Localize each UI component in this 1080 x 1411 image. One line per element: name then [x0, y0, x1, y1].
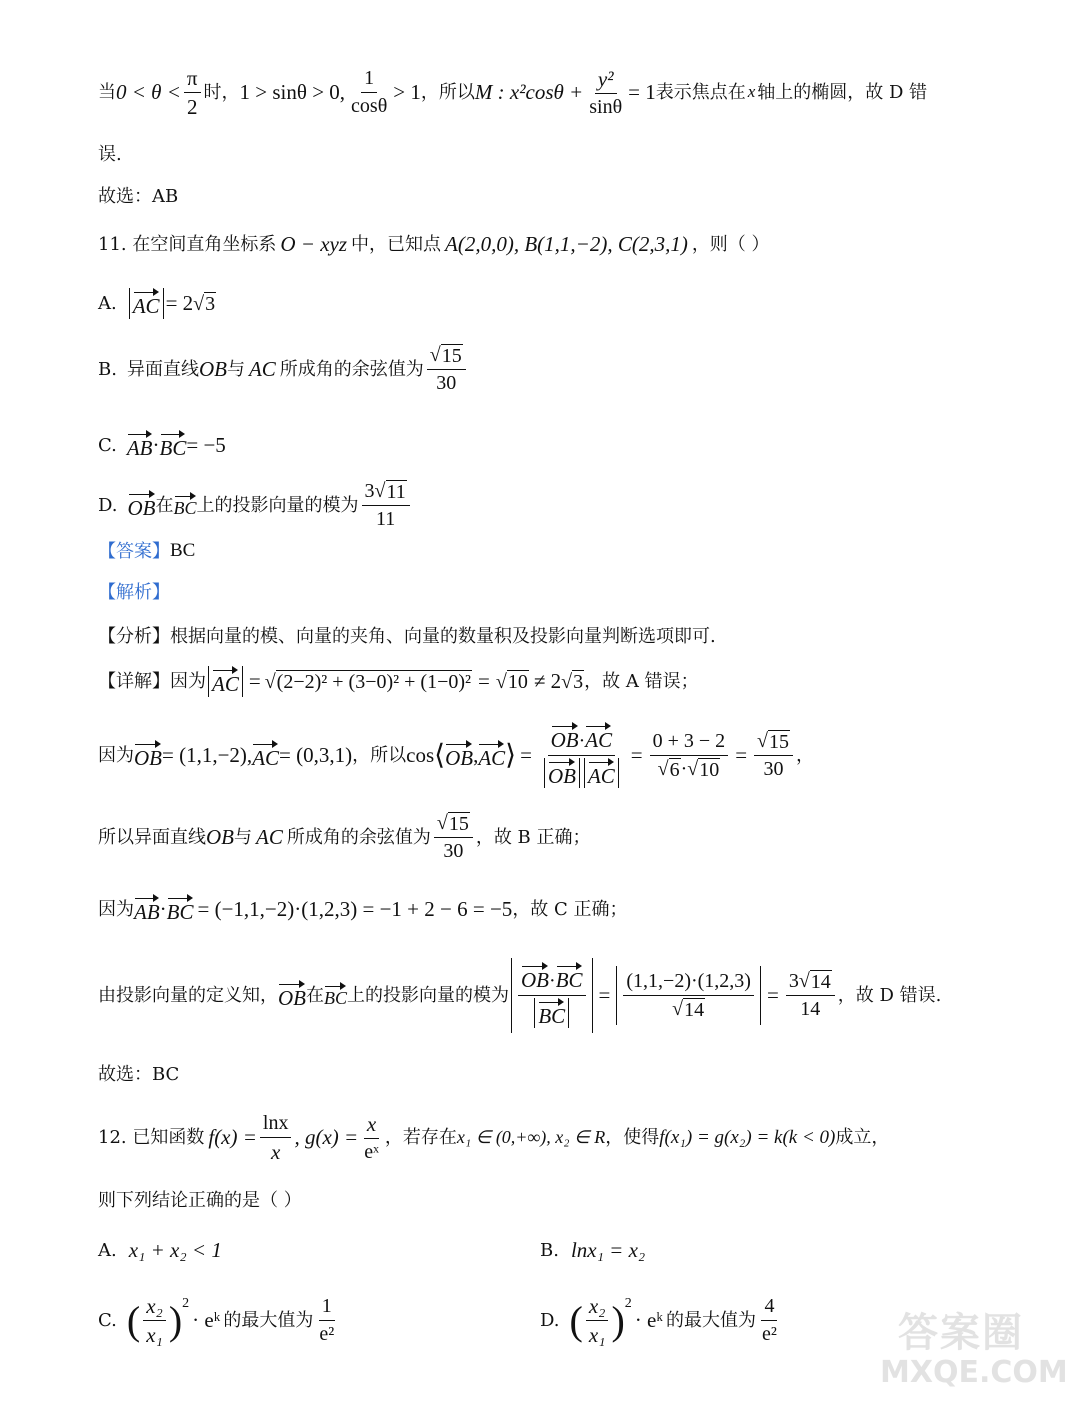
radicand: 15	[769, 731, 790, 753]
math: cos	[406, 742, 435, 767]
math: OB	[206, 824, 234, 849]
fraction: 3√ 14 14	[786, 970, 835, 1021]
text: 当	[98, 81, 116, 103]
sqrt: √ 3	[561, 670, 584, 693]
analysis-tag-line	[98, 582, 170, 604]
frac-den: 11	[376, 508, 396, 530]
xiangjie-line-3	[98, 812, 591, 863]
text: 上的投影向量的模为	[196, 494, 359, 516]
vector-bc: BC	[160, 430, 187, 461]
frac-den: eˣ	[364, 1141, 379, 1164]
frac-den: 30	[436, 372, 457, 394]
text: 【分析】根据向量的模、向量的夹角、向量的数量积及投影向量判断选项即可.	[98, 626, 716, 647]
fraction-pi-over-2	[184, 66, 201, 119]
vector-ob: OB	[521, 962, 549, 992]
abs-value	[208, 666, 243, 697]
math: = 2	[165, 291, 194, 315]
math: ·	[159, 897, 167, 921]
math: 0 < θ <	[116, 80, 181, 105]
q11-option-d	[98, 480, 413, 531]
text: 所成角的余弦值为	[279, 358, 424, 380]
text: 由投影向量的定义知，	[98, 984, 278, 1006]
frac-num: x₂	[586, 1294, 609, 1321]
fraction: √ 15 30	[427, 344, 466, 395]
text: 成立，	[835, 1127, 890, 1149]
math: f(x) =	[208, 1125, 257, 1150]
vector-ab: AB	[134, 894, 160, 925]
text: ，使得	[605, 1127, 660, 1149]
q11-stem	[98, 232, 770, 257]
math: 1 > sinθ > 0,	[239, 80, 346, 105]
math: x₁ + x₂ < 1	[128, 1238, 222, 1262]
math: x	[747, 82, 756, 102]
option-label: A.	[98, 292, 117, 314]
sqrt: √ (2−2)² + (3−0)² + (1−0)²	[264, 670, 472, 693]
answer-tag: 【答案】	[98, 540, 170, 562]
vector-ac: AC	[478, 740, 505, 771]
frac-num: π	[184, 66, 201, 93]
text: 与	[226, 358, 245, 380]
text: ，所以	[352, 744, 407, 766]
math: =	[630, 742, 643, 767]
vector-ob: OB	[278, 980, 306, 1011]
math: lnx₁ = x₂	[570, 1238, 646, 1262]
math: = −5	[186, 433, 226, 457]
math: · eᵏ	[634, 1308, 663, 1333]
q12-option-b	[540, 1238, 645, 1263]
option-label: C.	[98, 434, 117, 456]
watermark-bottom-text: MXQE.COM	[880, 1355, 1068, 1390]
vector-bc: BC	[167, 894, 194, 925]
fraction-1-over-cos	[348, 67, 390, 118]
frac-den: cosθ	[351, 95, 388, 118]
text: ，若存在	[384, 1127, 457, 1149]
q12-option-d: D. ( $\frac{\text{x₂}}{\text{x₁}}$ ) 2 · eᵏ 的最大值为 $\frac{4}{\text{e²}}$	[540, 1294, 783, 1347]
radicand: 11	[386, 481, 406, 503]
text: 11. 在空间直角坐标系	[98, 233, 277, 255]
text: 【详解】因为	[98, 670, 206, 692]
text: ，	[796, 744, 815, 766]
text: 的最大值为	[223, 1309, 314, 1331]
math: f(x₁) = g(x₂) = k(k < 0)	[659, 1126, 836, 1148]
vector-bc: BC	[538, 998, 565, 1028]
radicand: 3	[205, 292, 216, 315]
vector-ac: AC	[252, 740, 279, 771]
math: ⟩	[505, 739, 517, 771]
abs-value	[129, 288, 164, 319]
analysis-tag: 【解析】	[98, 582, 170, 603]
text: 因为	[98, 898, 134, 920]
math: > 1	[393, 80, 421, 105]
frac-den: x	[271, 1140, 281, 1164]
math: = (0,3,1)	[279, 742, 353, 767]
math: x₁ ∈ (0,+∞), x₂ ∈ R	[456, 1127, 606, 1148]
q12-option-a	[98, 1238, 222, 1263]
math: ·	[549, 970, 556, 992]
math: =	[766, 982, 779, 1007]
radicand: 15	[441, 345, 462, 367]
fraction: √ 15 30	[434, 812, 473, 863]
math: A(2,0,0), B(1,1,−2), C(2,3,1)	[445, 232, 688, 256]
frac-num: 4	[761, 1295, 777, 1321]
frac-den: x₁	[146, 1323, 163, 1348]
fraction	[518, 962, 586, 1029]
q12-stem	[98, 1112, 889, 1164]
math: ⟨	[434, 739, 446, 771]
solution-line-1	[98, 66, 927, 119]
vector-ob: OB	[551, 722, 579, 752]
math: = 1	[628, 80, 656, 105]
text: 上的投影向量的模为	[347, 984, 510, 1006]
vector-bc: BC	[174, 492, 197, 520]
math: ·	[680, 758, 688, 780]
vector-bc: BC	[324, 982, 347, 1010]
q11-option-c	[98, 430, 226, 461]
math: OB	[198, 356, 227, 381]
frac-num: 1	[319, 1295, 335, 1321]
math: ≠ 2	[533, 669, 562, 693]
frac-num: x₂	[143, 1294, 166, 1321]
option-label: A.	[98, 1239, 117, 1261]
frac-num: y²	[595, 67, 617, 94]
radicand: 14	[810, 971, 831, 993]
vector-ob: OB	[134, 740, 162, 771]
text: 故选：BC	[98, 1064, 180, 1085]
frac-num: 0 + 3 − 2	[650, 730, 729, 756]
math: O − xyz	[280, 232, 348, 256]
frac-num: (1,1,−2)·(1,2,3)	[623, 970, 754, 996]
math: =	[520, 742, 532, 767]
radicand: 6	[669, 759, 680, 781]
frac-den: 14	[800, 998, 821, 1020]
text: 的最大值为	[666, 1309, 756, 1331]
text: 时，	[203, 81, 240, 103]
frac-num: lnx	[260, 1112, 292, 1138]
text: 在	[155, 494, 174, 516]
vector-ac: AC	[588, 758, 615, 788]
radicand: 3	[573, 670, 584, 693]
watermark-logo	[874, 1301, 1068, 1393]
option-label: B.	[98, 358, 117, 380]
xiangjie-line-2	[98, 722, 814, 789]
text: 中，已知点	[351, 233, 442, 255]
xiangjie-line-1	[98, 666, 699, 697]
fenxi-line	[98, 626, 716, 648]
fraction: √ 15 30	[754, 730, 793, 781]
vector-ac: AC	[212, 666, 239, 697]
frac-num: 3	[788, 970, 799, 992]
math: =	[735, 742, 748, 767]
answer-value: BC	[170, 540, 196, 561]
fraction: 3√ 11 11	[362, 480, 410, 531]
vector-ac: AC	[585, 722, 612, 752]
choose-bc	[98, 1064, 179, 1086]
abs-value	[511, 958, 593, 1033]
text: ，故 D 错误.	[837, 984, 942, 1006]
text: 轴上的椭圆，故 D 错	[757, 81, 928, 103]
text: 在	[306, 984, 324, 1006]
answer-line	[98, 540, 195, 563]
text: 12. 已知函数	[98, 1127, 205, 1149]
text: 异面直线	[126, 358, 199, 380]
choose-ab	[98, 186, 178, 208]
math: =	[478, 669, 490, 693]
q12-stem-line2	[98, 1190, 302, 1212]
text: 与	[234, 826, 252, 848]
math: M : x²cosθ +	[474, 80, 584, 105]
fraction	[759, 1295, 780, 1346]
text: ，故 A 错误；	[584, 670, 699, 692]
frac-num: 1	[361, 67, 377, 93]
radicand: (2−2)² + (3−0)² + (1−0)²	[276, 670, 472, 693]
frac-num: 3	[364, 480, 375, 502]
xiangjie-line-4	[98, 894, 628, 925]
xiangjie-line-5	[98, 958, 941, 1033]
vector-ab: AB	[127, 430, 153, 461]
vector-ob: OB	[548, 758, 576, 788]
vector-ob: OB	[445, 740, 473, 771]
fraction: 0 + 3 − 2 √ 6 ·√ 10	[650, 730, 729, 781]
vector-bc: BC	[556, 962, 583, 992]
frac-den: 2	[186, 95, 198, 120]
exponent: 2	[624, 1296, 632, 1311]
solution-line-2	[98, 144, 122, 166]
text: ，故 B 正确；	[475, 826, 591, 848]
math: AC	[248, 356, 276, 381]
math: ·	[152, 433, 160, 457]
q11-option-a	[98, 288, 216, 319]
q12-option-c: C. ( $\frac{\text{x₂}}{\text{x₁}}$ ) 2 · eᵏ 的最大值为 $\frac{1}{\text{e²}}$	[98, 1294, 340, 1347]
frac-den: x₁	[588, 1323, 606, 1348]
radicand: 15	[448, 813, 469, 835]
radicand: 14	[684, 999, 705, 1021]
math: AC	[256, 824, 283, 849]
text: 所以异面直线	[98, 826, 206, 848]
q11-option-b	[98, 344, 469, 395]
fraction-cos-def	[539, 722, 624, 789]
text: 表示焦点在	[655, 81, 746, 103]
math: =	[598, 982, 611, 1007]
fraction-y2-over-sin	[586, 67, 625, 119]
math: = (1,1,−2),	[162, 742, 253, 767]
frac-den: 30	[443, 840, 464, 862]
fraction	[143, 1294, 166, 1347]
sqrt: √ 10	[495, 670, 528, 693]
text: 故选：AB	[98, 186, 179, 207]
math: =	[248, 669, 261, 693]
math: ·	[578, 730, 586, 752]
option-label: D.	[540, 1309, 560, 1331]
radicand: 10	[699, 759, 720, 781]
frac-den: sinθ	[589, 95, 623, 118]
frac-num: x	[364, 1112, 379, 1139]
text: ，则（ ）	[691, 233, 770, 255]
math: = (−1,1,−2)·(1,2,3) = −1 + 2 − 6 = −5	[197, 897, 513, 921]
math: ,	[473, 742, 479, 767]
option-label: D.	[98, 494, 118, 516]
text: ，故 C 正确；	[512, 898, 628, 920]
fraction	[316, 1295, 337, 1346]
text: 所成角的余弦值为	[286, 826, 431, 848]
fraction	[586, 1294, 609, 1347]
frac-den: 30	[763, 758, 784, 780]
abs-value	[616, 966, 761, 1025]
math: , g(x) =	[294, 1125, 359, 1150]
option-label: C.	[98, 1309, 117, 1331]
watermark-top-text: 答案圈	[898, 1310, 1024, 1356]
frac-den: e²	[319, 1323, 335, 1346]
math: · eᵏ	[192, 1308, 221, 1333]
fraction	[361, 1112, 382, 1164]
text: ，所以	[420, 81, 475, 103]
fraction	[260, 1112, 292, 1164]
sqrt: √ 3	[193, 292, 216, 315]
text: 因为	[98, 744, 134, 766]
text: 则下列结论正确的是（ ）	[98, 1190, 302, 1211]
fraction: (1,1,−2)·(1,2,3) √ 14	[623, 970, 754, 1021]
exponent: 2	[182, 1296, 190, 1311]
option-label: B.	[540, 1239, 559, 1261]
vector-ac: AC	[133, 288, 160, 319]
vector-ob: OB	[128, 490, 156, 521]
frac-den: e²	[762, 1323, 777, 1346]
text: 误.	[98, 144, 122, 165]
radicand: 10	[507, 670, 528, 693]
